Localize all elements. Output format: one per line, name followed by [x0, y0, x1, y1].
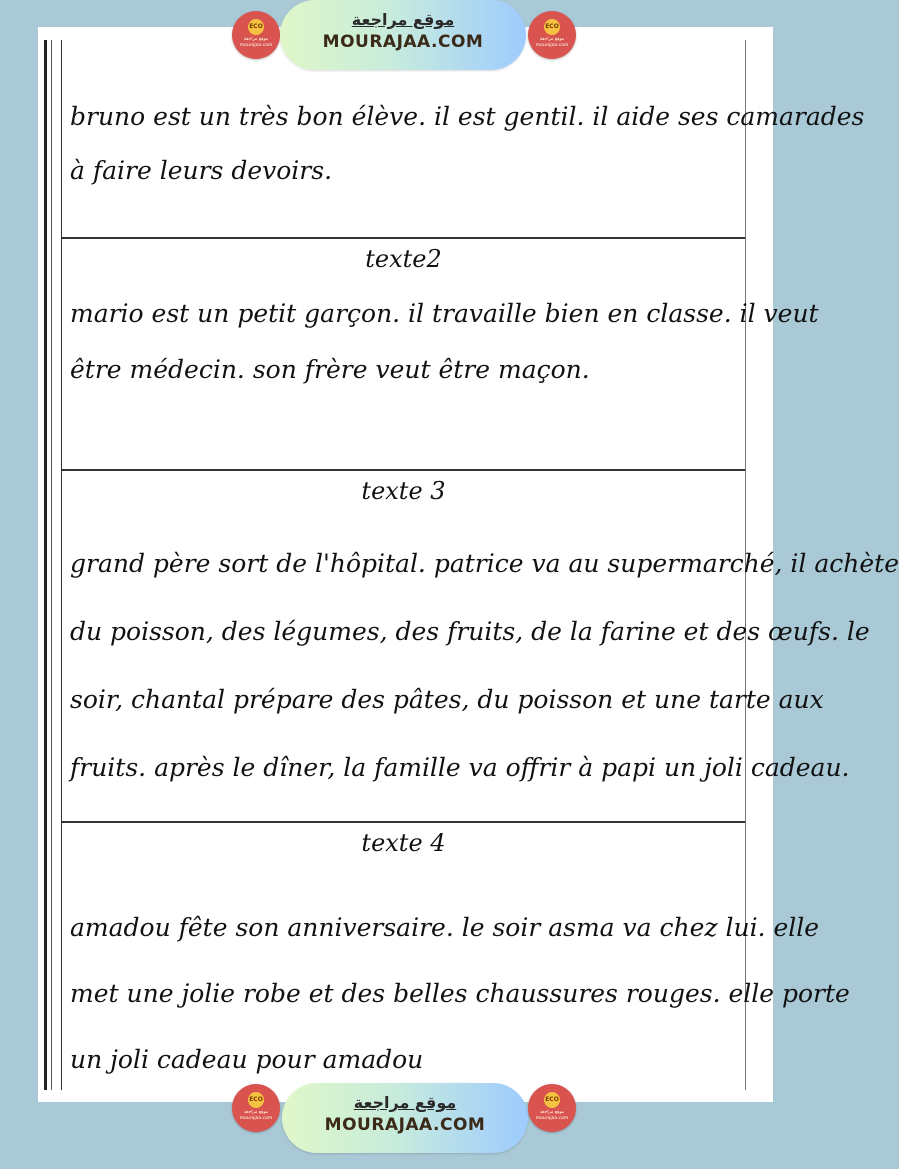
section-title: texte 4 — [361, 829, 446, 857]
logo-icon-top-right: ECO موقع مراجعة mourajaa.com — [528, 11, 576, 59]
watermark-arabic: موقع مراجعة — [351, 10, 455, 29]
text-line: grand père sort de l'hôpital. patrice va au supermarché, il achète — [70, 549, 899, 578]
margin-rule-thin — [51, 40, 52, 1090]
logo-icon-top-left: ECO موقع مراجعة mourajaa.com — [232, 11, 280, 59]
text-line: être médecin. son frère veut être maçon. — [70, 355, 590, 384]
text-line: à faire leurs devoirs. — [70, 156, 333, 185]
text-line: du poisson, des légumes, des fruits, de la farine et des œufs. le — [70, 617, 870, 646]
text-line: soir, chantal prépare des pâtes, du poisson et une tarte aux — [70, 685, 824, 714]
text-line: un joli cadeau pour amadou — [70, 1045, 424, 1074]
text-line: met une jolie robe et des belles chaussures rouges. elle porte — [70, 979, 850, 1008]
text-line: fruits. après le dîner, la famille va offrir à papi un joli cadeau. — [70, 753, 850, 782]
text-section-3 — [62, 469, 899, 821]
watermark-domain: MOURAJAA.COM — [322, 32, 484, 52]
watermark-badge-top[interactable] — [280, 0, 526, 70]
section-title: texte 3 — [361, 477, 446, 505]
watermark-badge-bottom[interactable] — [282, 1083, 528, 1153]
text-line: bruno est un très bon élève. il est gentil. il aide ses camarades — [70, 102, 865, 131]
watermark-domain: MOURAJAA.COM — [324, 1115, 486, 1135]
worksheet — [61, 40, 899, 1090]
text-section-2 — [62, 237, 819, 469]
text-line: amadou fête son anniversaire. le soir asma va chez lui. elle — [70, 913, 820, 942]
section-title: texte2 — [365, 245, 442, 273]
watermark-arabic: موقع مراجعة — [353, 1093, 457, 1112]
text-section-4 — [62, 821, 850, 1090]
margin-rule-thick — [44, 40, 47, 1090]
logo-icon-bottom-right: ECO موقع مراجعة mourajaa.com — [528, 1084, 576, 1132]
logo-icon-bottom-left: ECO موقع مراجعة mourajaa.com — [232, 1084, 280, 1132]
text-line: mario est un petit garçon. il travaille bien en classe. il veut — [70, 299, 819, 328]
